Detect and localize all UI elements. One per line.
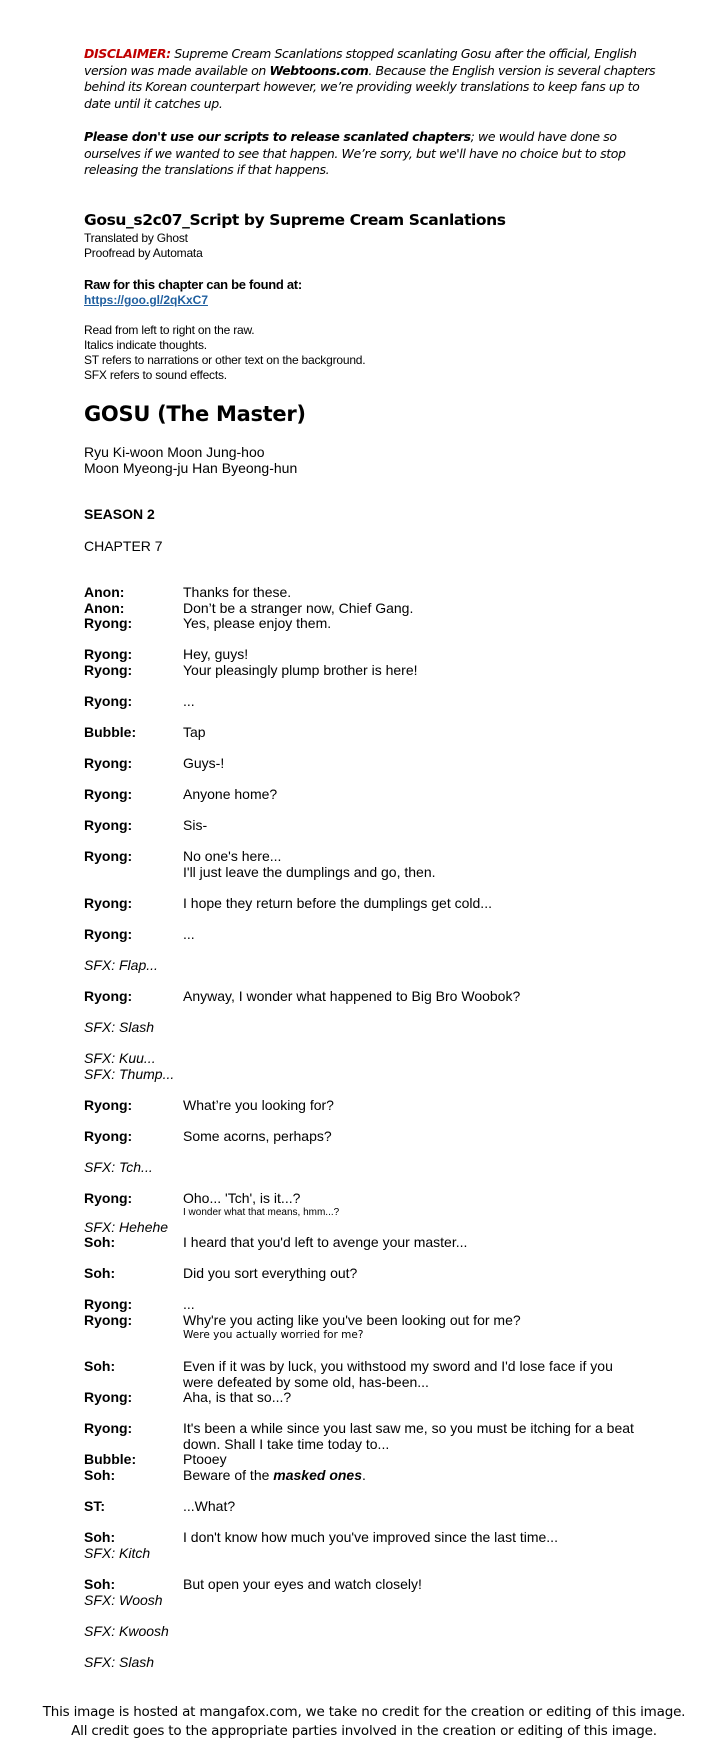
sfx-line: SFX: Thump... xyxy=(84,1066,175,1082)
dialogue-part: Beware of the xyxy=(183,1467,274,1483)
sfx-line: SFX: Kuu... xyxy=(84,1050,156,1066)
dialogue: No one's here... xyxy=(183,848,282,864)
speaker: Ryong: xyxy=(84,615,133,631)
raw-heading: Raw for this chapter can be found at: xyxy=(84,277,302,292)
speaker: Soh: xyxy=(84,1358,116,1374)
disclaimer-label: DISCLAIMER: xyxy=(84,46,171,61)
speaker: Ryong: xyxy=(84,693,133,709)
speaker: Soh: xyxy=(84,1265,116,1281)
dialogue: Guys-! xyxy=(183,755,225,771)
dialogue: Aha, is that so...? xyxy=(183,1389,292,1405)
dialogue: ... xyxy=(183,926,195,942)
speaker: Ryong: xyxy=(84,1296,133,1312)
speaker: Ryong: xyxy=(84,988,133,1004)
speaker: Ryong: xyxy=(84,755,133,771)
speaker: Ryong: xyxy=(84,646,133,662)
season-heading: SEASON 2 xyxy=(84,506,155,522)
sfx-line: SFX: Kwoosh xyxy=(84,1623,169,1639)
dialogue: I don't know how much you've improved since the last time... xyxy=(183,1529,558,1545)
translator-credit: Translated by Ghost xyxy=(84,231,188,245)
sfx-line: SFX: Slash xyxy=(84,1654,155,1670)
sfx-line: SFX: Slash xyxy=(84,1019,155,1035)
dialogue: I hope they return before the dumplings get cold... xyxy=(183,895,492,911)
speaker: Ryong: xyxy=(84,1128,133,1144)
dialogue: ...What? xyxy=(183,1498,236,1514)
speaker: Bubble: xyxy=(84,724,137,740)
speaker: Soh: xyxy=(84,1234,116,1250)
dialogue: Some acorns, perhaps? xyxy=(183,1128,332,1144)
dialogue: What’re you looking for? xyxy=(183,1097,334,1113)
note-2: Italics indicate thoughts. xyxy=(84,338,207,352)
dialogue: Even if it was by luck, you withstood my sword and I'd lose face if you xyxy=(183,1358,613,1374)
dialogue: Your pleasingly plump brother is here! xyxy=(183,662,418,678)
speaker: Soh: xyxy=(84,1529,116,1545)
sfx-line: SFX: Woosh xyxy=(84,1592,163,1608)
cast-line-1: Ryu Ki-woon Moon Jung-hoo xyxy=(84,444,265,460)
aside-note: I wonder what that means, hmm...? xyxy=(183,1207,340,1218)
speaker: Bubble: xyxy=(84,1451,137,1467)
speaker: Ryong: xyxy=(84,1312,133,1328)
note-1: Read from left to right on the raw. xyxy=(84,323,255,337)
dialogue: It's been a while since you last saw me, so you must be itching for a beat xyxy=(183,1420,634,1436)
sfx-line: SFX: Tch... xyxy=(84,1159,153,1175)
dialogue: were defeated by some old, has-been... xyxy=(183,1374,429,1390)
speaker: Soh: xyxy=(84,1467,116,1483)
dialogue: Hey, guys! xyxy=(183,646,249,662)
emphasis-text: masked ones xyxy=(273,1467,362,1483)
dialogue: Did you sort everything out? xyxy=(183,1265,358,1281)
dialogue: Anyway, I wonder what happened to Big Bro Woobok? xyxy=(183,988,521,1004)
disclaimer-text-2: . Because the English version is several chapters behind its Korean counterpart however, we’re providing weekly translations to keep fans up to date until it catches up. xyxy=(84,62,656,111)
dialogue: Sis- xyxy=(183,817,208,833)
speaker: Ryong: xyxy=(84,926,133,942)
sfx-line: SFX: Flap... xyxy=(84,957,158,973)
speaker: Anon: xyxy=(84,584,125,600)
dialogue: But open your eyes and watch closely! xyxy=(183,1576,422,1592)
dialogue: Why're you acting like you've been looking out for me? xyxy=(183,1312,521,1328)
usage-notice xyxy=(84,129,664,179)
cast-line-2: Moon Myeong-ju Han Byeong-hun xyxy=(84,460,298,476)
usage-notice-text: ; we would have done so ourselves if we wanted to see that happen. We’re sorry, but we'll have no choice but to stop releasing the translations if that happens. xyxy=(84,129,626,177)
footer-line-2: All credit goes to the appropriate parties involved in the creation or editing of this image. xyxy=(71,1723,657,1739)
speaker: Ryong: xyxy=(84,817,133,833)
speaker: Soh: xyxy=(84,1576,116,1592)
dialogue: Anyone home? xyxy=(183,786,278,802)
speaker: Ryong: xyxy=(84,848,133,864)
speaker: Ryong: xyxy=(84,1420,133,1436)
dialogue: Tap xyxy=(183,724,206,740)
script-title: Gosu_s2c07_Script by Supreme Cream Scanlations xyxy=(84,211,506,229)
disclaimer-text-1: Supreme Cream Scanlations stopped scanlating Gosu after the official, English version was made available on xyxy=(84,46,637,78)
dialogue: Oho... 'Tch', is it...? xyxy=(183,1190,301,1206)
sfx-line: SFX: Hehehe xyxy=(84,1219,169,1235)
speaker: Ryong: xyxy=(84,1389,133,1405)
speaker: Ryong: xyxy=(84,1097,133,1113)
raw-link[interactable]: https://goo.gl/2qKxC7 xyxy=(84,293,208,307)
sfx-line: SFX: Kitch xyxy=(84,1545,151,1561)
note-3: ST refers to narrations or other text on the background. xyxy=(84,353,366,367)
dialogue: ... xyxy=(183,693,195,709)
dialogue: Yes, please enjoy them. xyxy=(183,615,332,631)
dialogue xyxy=(183,1467,366,1483)
speaker: Ryong: xyxy=(84,662,133,678)
footer-line-1: This image is hosted at mangafox.com, we take no credit for the creation or editing of this image. xyxy=(42,1704,686,1720)
chapter-heading: CHAPTER 7 xyxy=(84,538,163,554)
dialogue: Ptooey xyxy=(183,1451,227,1467)
dialogue: I'll just leave the dumplings and go, then. xyxy=(183,864,436,880)
proofreader-credit: Proofread by Automata xyxy=(84,246,203,260)
dialogue: I heard that you'd left to avenge your master... xyxy=(183,1234,468,1250)
aside-note: Were you actually worried for me? xyxy=(183,1329,364,1341)
usage-notice-bold: Please don't use our scripts to release scanlated chapters xyxy=(84,129,471,144)
dialogue: Thanks for these. xyxy=(183,584,292,600)
speaker: Ryong: xyxy=(84,1190,133,1206)
dialogue: ... xyxy=(183,1296,195,1312)
speaker: Anon: xyxy=(84,600,125,616)
dialogue: Don’t be a stranger now, Chief Gang. xyxy=(183,600,414,616)
dialogue-part: . xyxy=(362,1467,366,1483)
page-title: GOSU (The Master) xyxy=(84,402,306,426)
speaker: Ryong: xyxy=(84,786,133,802)
speaker: Ryong: xyxy=(84,895,133,911)
disclaimer-paragraph xyxy=(84,46,664,112)
disclaimer-site: Webtoons.com xyxy=(269,62,369,78)
note-4: SFX refers to sound effects. xyxy=(84,368,227,382)
dialogue: down. Shall I take time today to... xyxy=(183,1436,390,1452)
speaker: ST: xyxy=(84,1498,105,1514)
